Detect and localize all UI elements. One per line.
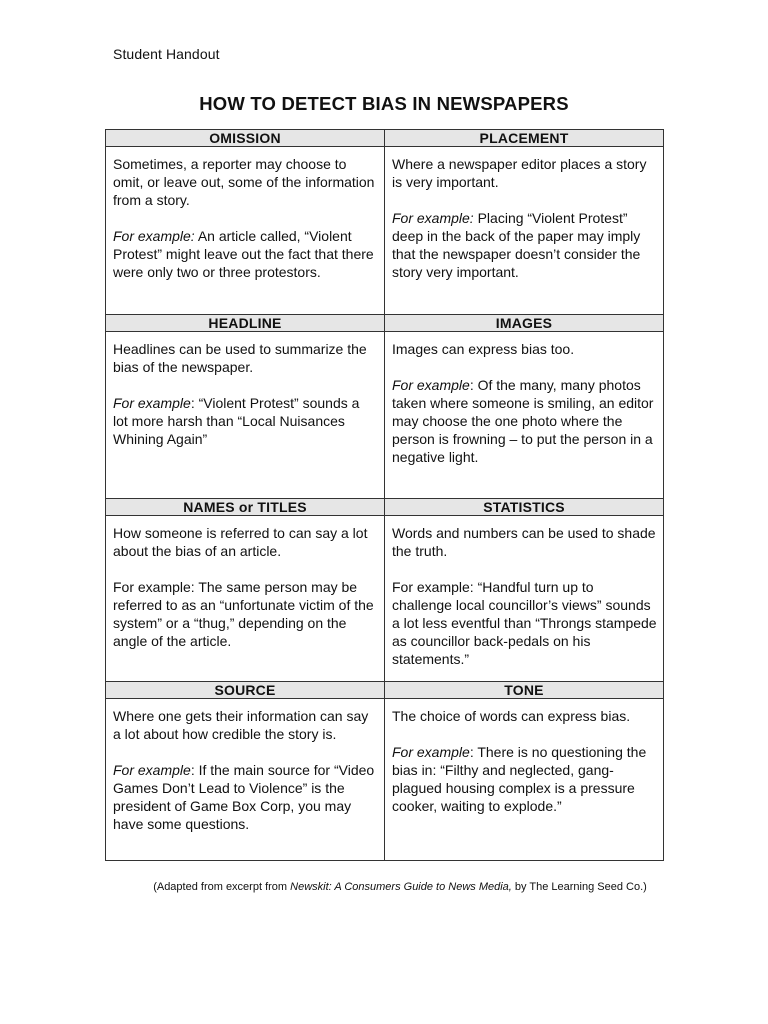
images-heading: IMAGES	[385, 315, 664, 332]
table-row	[106, 332, 664, 499]
table-heading-row	[106, 130, 664, 147]
table-heading-row	[106, 315, 664, 332]
example-text: : If the main source for “Video Games Don’t Lead to Violence” is the president of Game Box Corp, you may have some questions.	[113, 762, 375, 832]
tone-example	[392, 743, 657, 815]
table-row	[106, 147, 664, 315]
headline-heading: HEADLINE	[106, 315, 385, 332]
example-lead: For example	[392, 744, 470, 760]
table-heading-row	[106, 682, 664, 699]
example-text: For example: “Handful turn up to challenge local councillor’s views” sounds a lot less eventful than “Throngs stampede as councillor back-pedals on his statements.”	[392, 579, 657, 667]
statistics-example	[392, 578, 657, 668]
example-lead: For example	[113, 395, 191, 411]
table-heading-row	[106, 499, 664, 516]
statistics-heading: STATISTICS	[385, 499, 664, 516]
source-heading: SOURCE	[106, 682, 385, 699]
source-example	[113, 761, 378, 833]
example-lead: For example	[392, 377, 470, 393]
names-titles-heading: NAMES or TITLES	[106, 499, 385, 516]
example-text: : “Violent Protest” sounds a lot more harsh than “Local Nuisances Whining Again”	[113, 395, 360, 447]
source-citation	[0, 881, 768, 893]
images-description: Images can express bias too.	[392, 341, 575, 357]
example-text: An article called, “Violent Protest” might leave out the fact that there were only two or three protestors.	[113, 228, 374, 280]
placement-heading: PLACEMENT	[385, 130, 664, 147]
names-titles-cell	[106, 516, 385, 682]
tone-cell	[385, 699, 664, 861]
names-titles-description: How someone is referred to can say a lot about the bias of an article.	[113, 525, 368, 559]
example-lead: For example	[113, 762, 191, 778]
table-row	[106, 699, 664, 861]
table-row	[106, 516, 664, 682]
citation-prefix: (Adapted from excerpt from	[153, 881, 291, 893]
headline-description: Headlines can be used to summarize the bias of the newspaper.	[113, 341, 367, 375]
example-text: For example: The same person may be referred to as an “unfortunate victim of the system” or a “thug,” depending on the angle of the article.	[113, 579, 374, 649]
names-titles-example	[113, 578, 378, 650]
example-text: Placing “Violent Protest” deep in the back of the paper may imply that the newspaper doesn’t consider the story very important.	[392, 210, 641, 280]
statistics-description: Words and numbers can be used to shade the truth.	[392, 525, 656, 559]
headline-cell	[106, 332, 385, 499]
omission-description: Sometimes, a reporter may choose to omit, or leave out, some of the information from a story.	[113, 156, 375, 208]
images-cell	[385, 332, 664, 499]
placement-description: Where a newspaper editor places a story is very important.	[392, 156, 647, 190]
tone-heading: TONE	[385, 682, 664, 699]
bias-types-table	[105, 129, 664, 861]
citation-suffix: by The Learning Seed Co.)	[511, 881, 647, 893]
images-example	[392, 376, 657, 466]
omission-example	[113, 227, 378, 281]
headline-example	[113, 394, 378, 448]
example-lead: For example:	[392, 210, 474, 226]
source-description: Where one gets their information can say a lot about how credible the story is.	[113, 708, 369, 742]
omission-cell	[106, 147, 385, 315]
placement-cell	[385, 147, 664, 315]
citation-work-title: Newskit: A Consumers Guide to News Media,	[290, 881, 512, 893]
source-cell	[106, 699, 385, 861]
omission-heading: OMISSION	[106, 130, 385, 147]
tone-description: The choice of words can express bias.	[392, 708, 631, 724]
example-text: : There is no questioning the bias in: “Filthy and neglected, gang-plagued housing complex is a pressure cooker, waiting to explode.”	[392, 744, 647, 814]
page-title: HOW TO DETECT BIAS IN NEWSPAPERS	[199, 93, 569, 114]
example-lead: For example:	[113, 228, 195, 244]
handout-label: Student Handout	[113, 46, 220, 62]
example-text: : Of the many, many photos taken where someone is smiling, an editor may choose the one photo where the person is frowning – to put the person in a negative light.	[392, 377, 654, 465]
statistics-cell	[385, 516, 664, 682]
placement-example	[392, 209, 657, 281]
